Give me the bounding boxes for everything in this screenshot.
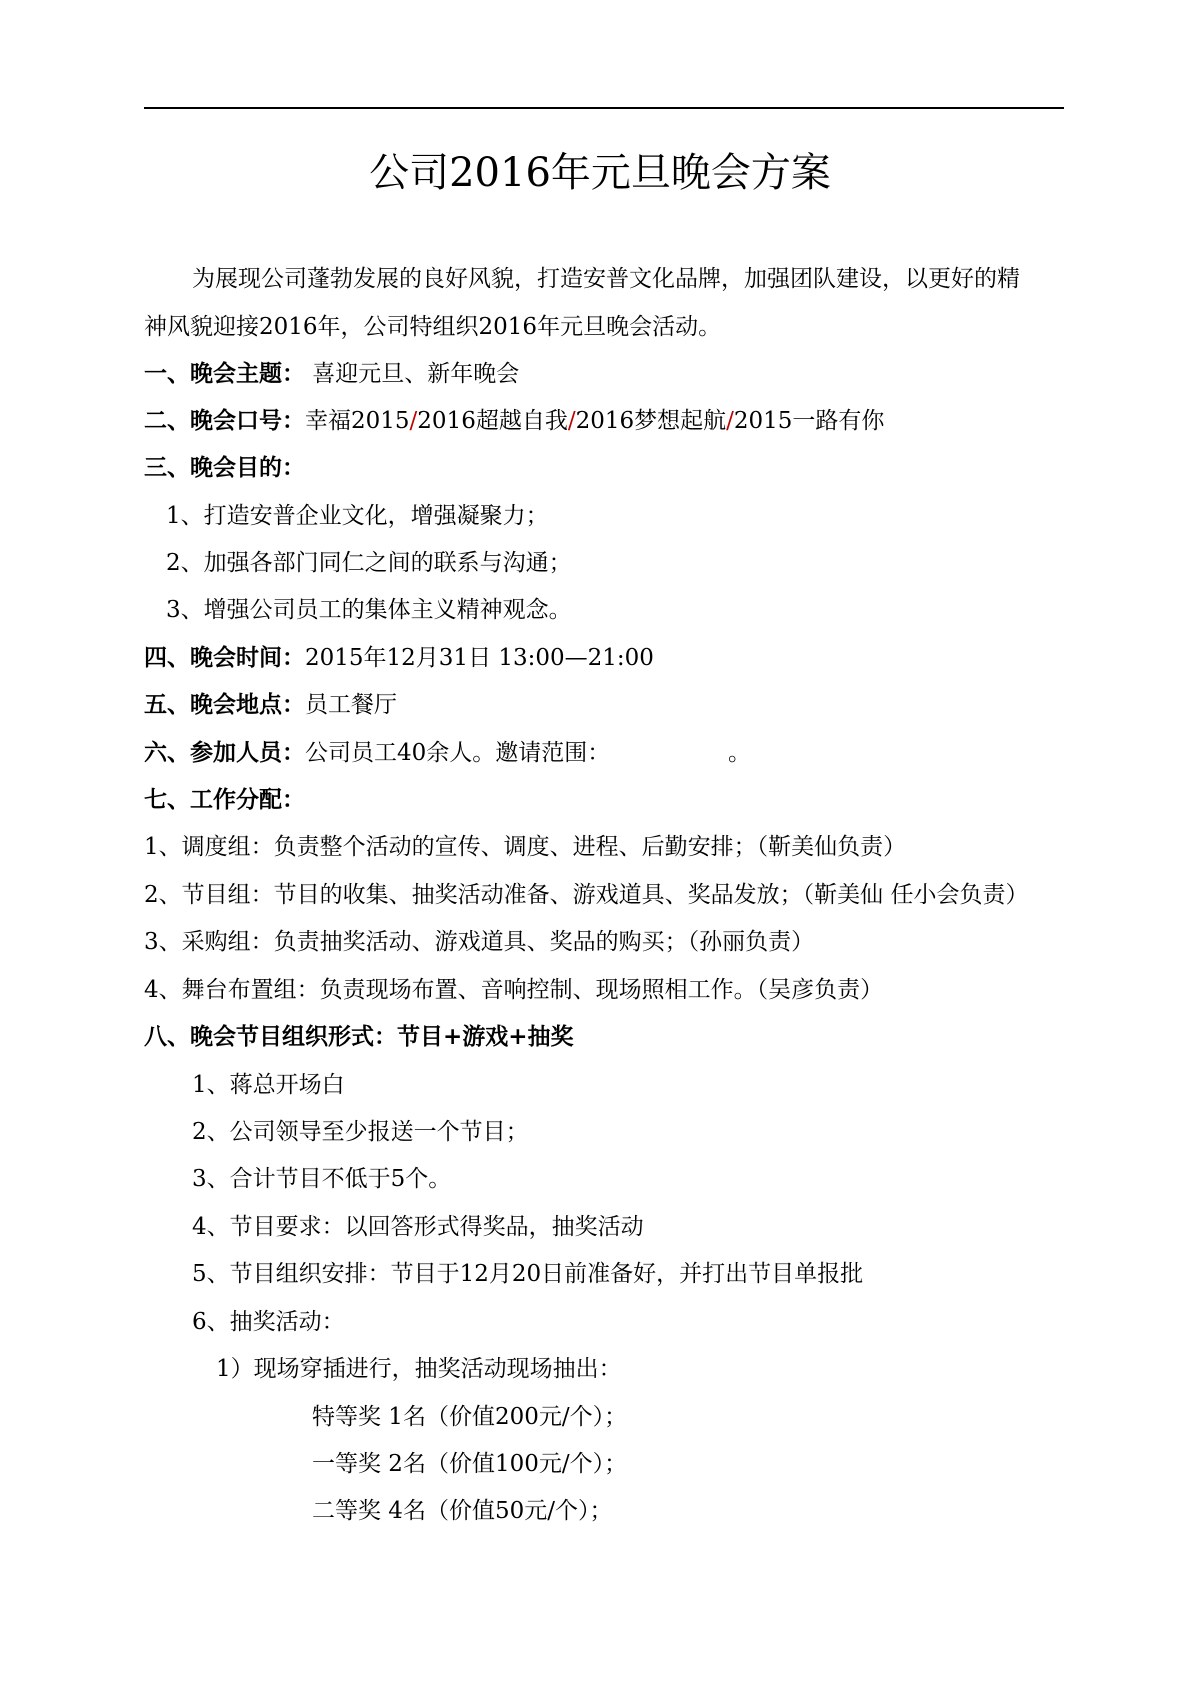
section-slogan <box>144 406 884 436</box>
document-title: 公司2016年元旦晚会方案 <box>369 150 831 196</box>
section-value: 喜迎元旦、新年晚会 <box>305 361 520 387</box>
section-heading: 一、晚会主题： <box>144 360 305 387</box>
list-item: 1、蒋总开场白 <box>192 1072 345 1098</box>
list-item: 2、节目组：节目的收集、抽奖活动准备、游戏道具、奖品发放；（靳美仙 任小会负责） <box>144 882 1029 908</box>
header-rule <box>144 107 1064 109</box>
prize-item: 二等奖 4名（价值50元/个）； <box>312 1498 613 1524</box>
list-item: 2、公司领导至少报送一个节目； <box>192 1119 529 1145</box>
section-heading: 五、晚会地点： <box>144 691 305 718</box>
sub-item: 1）现场穿插进行，抽奖活动现场抽出： <box>216 1356 622 1382</box>
list-item: 3、合计节目不低于5个。 <box>192 1166 452 1192</box>
slogan-part: 2015一路有你 <box>733 408 885 434</box>
list-item: 3、增强公司员工的集体主义精神观念。 <box>166 597 572 623</box>
section-venue <box>144 690 397 720</box>
section-heading-program: 八、晚会节目组织形式：节目+游戏+抽奖 <box>144 1023 574 1050</box>
list-item: 4、舞台布置组：负责现场布置、音响控制、现场照相工作。（吴彦负责） <box>144 977 884 1003</box>
section-heading: 四、晚会时间： <box>144 644 305 671</box>
prize-item: 特等奖 1名（价值200元/个）； <box>312 1404 628 1430</box>
slogan-separator: / <box>726 408 734 434</box>
slogan-part: 2016超越自我 <box>417 408 568 434</box>
slogan-part: 2016梦想起航 <box>575 408 727 434</box>
list-item: 1、调度组：负责整个活动的宣传、调度、进程、后勤安排；（靳美仙负责） <box>144 834 907 860</box>
list-item: 5、节目组织安排：节目于12月20日前准备好，并打出节目单报批 <box>192 1261 864 1287</box>
intro-line-1: 为展现公司蓬勃发展的良好风貌，打造安普文化品牌，加强团队建设，以更好的精 <box>192 266 1020 292</box>
section-attendees-tail: 。 <box>728 740 751 766</box>
intro-line-2: 神风貌迎接2016年，公司特组织2016年元旦晚会活动。 <box>144 314 722 340</box>
list-item: 3、采购组：负责抽奖活动、游戏道具、奖品的购买；（孙丽负责） <box>144 929 815 955</box>
slogan-separator: / <box>409 408 418 434</box>
section-heading-assignment: 七、工作分配： <box>144 786 305 813</box>
section-value: 2015年12月31日 13:00—21:00 <box>305 645 654 671</box>
section-value: 公司员工40余人。邀请范围： <box>305 740 611 766</box>
section-time <box>144 643 654 673</box>
section-theme <box>144 359 519 389</box>
slogan-part: 幸福2015 <box>305 408 410 434</box>
section-heading-purpose: 三、晚会目的： <box>144 454 305 481</box>
section-heading: 六、参加人员： <box>144 739 305 766</box>
list-item: 4、节目要求：以回答形式得奖品，抽奖活动 <box>192 1214 644 1240</box>
list-item: 6、抽奖活动： <box>192 1309 345 1335</box>
slogan-separator: / <box>567 408 576 434</box>
section-attendees <box>144 738 610 768</box>
list-item: 2、加强各部门同仁之间的联系与沟通； <box>166 550 572 576</box>
prize-item: 一等奖 2名（价值100元/个）； <box>312 1451 628 1477</box>
section-value: 员工餐厅 <box>305 692 397 718</box>
list-item: 1、打造安普企业文化，增强凝聚力； <box>166 503 549 529</box>
section-heading: 二、晚会口号： <box>144 407 305 434</box>
